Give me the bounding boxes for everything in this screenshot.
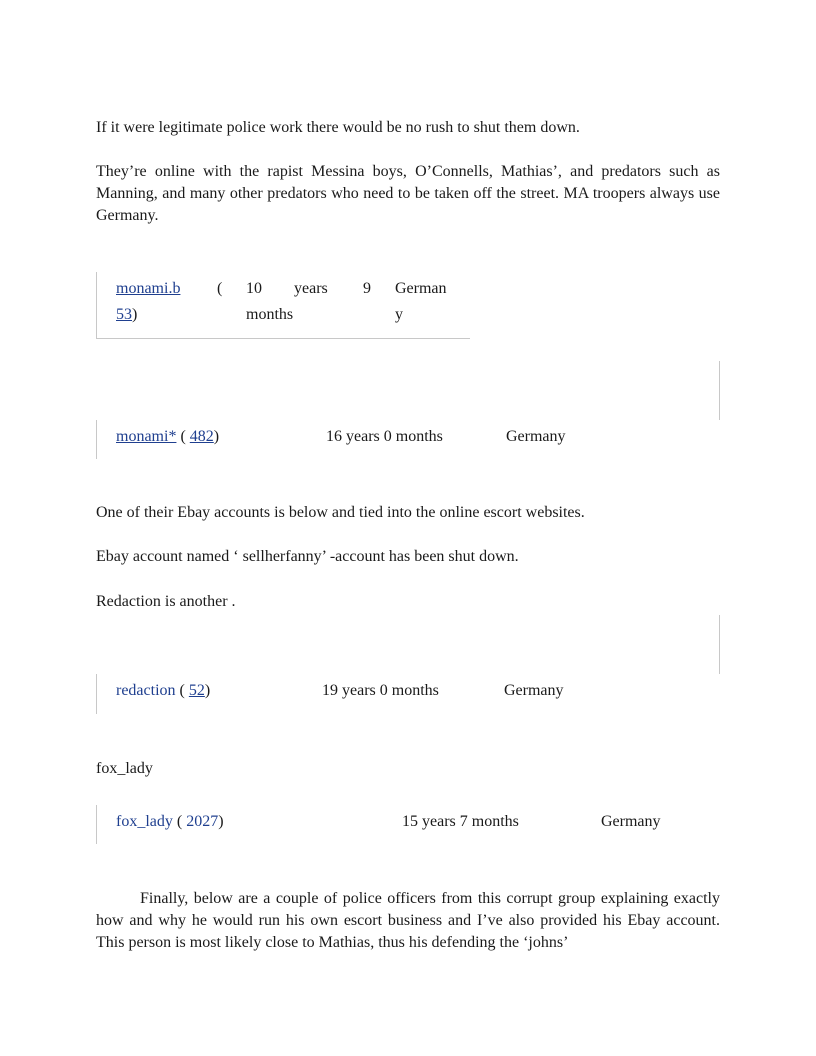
open-paren: ( — [172, 813, 187, 830]
country-line-2: y — [395, 306, 403, 323]
months-word: months — [246, 306, 294, 323]
table-left-border — [96, 272, 97, 339]
close-paren: ) — [213, 428, 220, 445]
username-link[interactable]: fox_lady — [116, 813, 173, 830]
row-left-border — [96, 420, 97, 459]
user-table-monami-b — [96, 272, 470, 339]
feedback-score-link[interactable]: 2027 — [186, 813, 219, 830]
user-row-fox-lady — [96, 805, 720, 844]
row-left-border — [96, 674, 97, 714]
account-age: 15 years 7 months — [402, 813, 519, 830]
open-paren: ( — [175, 682, 189, 699]
open-paren: ( — [176, 428, 190, 445]
right-border-fragment — [719, 615, 720, 674]
country-cell — [395, 276, 447, 328]
feedback-score-link[interactable]: 52 — [188, 682, 205, 699]
years-word: years — [294, 280, 328, 297]
username-cell — [116, 809, 224, 835]
table-bottom-border — [96, 338, 470, 339]
feedback-score-link[interactable]: 53 — [116, 306, 132, 323]
username-link[interactable]: redaction — [116, 682, 176, 699]
user-row-redaction — [96, 674, 720, 714]
paragraph-online-predators: They’re online with the rapist Messina boys, O’Connells, Mathias’, and predators such as Manning, and many other predators who need to be taken off the street. MA troopers always use Germany. — [96, 163, 720, 224]
months-number: 9 — [363, 280, 371, 297]
close-paren: ) — [218, 813, 224, 830]
paragraph-finally-police-officers: Finally, below are a couple of police officers from this corrupt group explaining exactly how and why he would run his own escort business and I’ve also provided his Ebay account. This person is most likely close to Mathias, thus his defending the ‘johns’ — [96, 890, 720, 951]
years-number: 10 — [246, 280, 262, 297]
paragraph-ebay-account-named: Ebay account named ‘ sellherfanny’ -account has been shut down. — [96, 548, 519, 565]
paragraph-ebay-accounts: One of their Ebay accounts is below and tied into the online escort websites. — [96, 504, 585, 521]
country-line-1: German — [395, 280, 447, 297]
close-paren: ) — [204, 682, 211, 699]
username-cell — [116, 678, 210, 704]
country: Germany — [506, 428, 566, 445]
username-cell — [116, 424, 219, 450]
open-paren: ( — [217, 280, 223, 297]
row-left-border — [96, 805, 97, 844]
country: Germany — [504, 682, 564, 699]
account-age: 19 years 0 months — [322, 682, 439, 699]
close-paren: ) — [132, 306, 138, 323]
username-cell — [116, 276, 180, 328]
right-border-fragment — [719, 361, 720, 420]
username-link[interactable]: monami* — [116, 428, 177, 445]
feedback-score-link[interactable]: 482 — [189, 428, 214, 445]
paragraph-redaction-another: Redaction is another . — [96, 593, 236, 610]
paragraph-legitimate-police-work: If it were legitimate police work there would be no rush to shut them down. — [96, 119, 580, 136]
account-age: 16 years 0 months — [326, 428, 443, 445]
paragraph-fox-lady: fox_lady — [96, 760, 153, 777]
user-row-monami-star — [96, 420, 720, 459]
country: Germany — [601, 813, 661, 830]
username-link[interactable]: monami.b — [116, 280, 181, 297]
